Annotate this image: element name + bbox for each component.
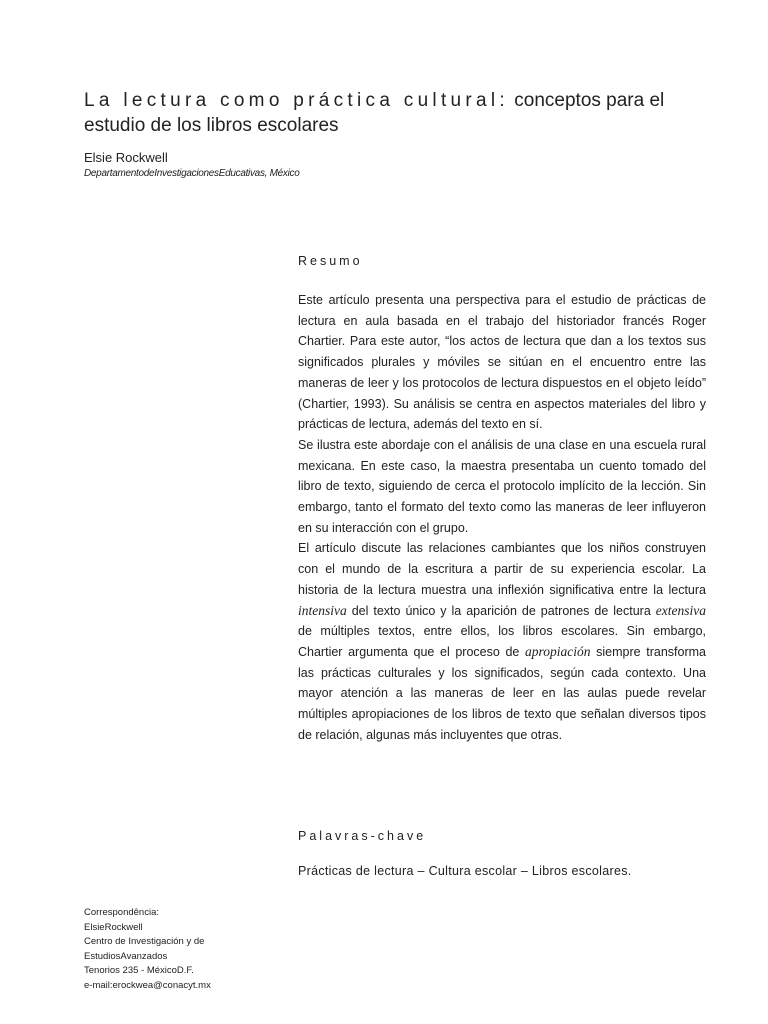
correspondence-block: [84, 906, 284, 994]
correspondence-institution-line-1: Centro de Investigación y de: [84, 936, 205, 948]
abstract-paragraph-2: Se ilustra este abordaje con el análisis de una clase en una escuela rural mexicana. En este caso, la maestra presentaba un cuento tomado del libro de texto, siguiendo de cerca el protocolo implícito de la lección. Sin embargo, tanto el formato del texto como las maneras de leer influyeron en su interacción con el grupo.: [298, 437, 706, 535]
term-extensiva: extensiva: [655, 602, 706, 618]
abstract-p3-part-b: del texto único y la aparición de patrones de lectura: [346, 603, 656, 618]
abstract-paragraph-1: Este artículo presenta una perspectiva para el estudio de prácticas de lectura en aula basada en el trabajo del historiador francés Roger Chartier. Para este autor, “los actos de lectura que dan a los textos sus significados plurales y móviles se sitúan en el encuentro entre las maneras de leer y los protocolos de lectura dispuestos en el objeto leído” (Chartier, 1993). Su análisis se centra en aspectos materiales del libro y prácticas de lectura, además del texto en sí.: [298, 293, 706, 432]
abstract-p3-part-c: de múltiples textos, entre ellos, los libros escolares. Sin embargo, Chartier argumenta que el proceso de: [298, 624, 706, 659]
term-intensiva: intensiva: [298, 602, 347, 618]
correspondence-label: Correspondência:: [84, 907, 159, 918]
abstract-p3-part-d: siempre transforma las prácticas culturales y los significados, según cada contexto. Una mayor atención a las maneras de leer en las aulas puede revelar múltiples apropiaciones de los libros de texto que señalan diversos tipos de relación, algunas más incluyentes que otras.: [298, 644, 706, 742]
title-rest: conceptos para el estudio de los libros escolares: [84, 90, 665, 136]
correspondence-email: e-mail:erockwea@conacyt.mx: [84, 979, 211, 991]
abstract-paragraph-3: [298, 538, 706, 745]
correspondence-institution-line-2: EstudiosAvanzados: [84, 950, 168, 962]
abstract-p3-part-a: El artículo discute las relaciones cambiantes que los niños construyen con el mundo de la escritura a partir de su experiencia escolar. La historia de la lectura muestra una inflexión significativa entre la lectura: [298, 541, 706, 597]
author-name: Elsie Rockwell: [84, 150, 168, 165]
article-title: [84, 88, 704, 138]
correspondence-address: Tenorios 235 - MéxicoD.F.: [84, 965, 194, 977]
keywords-text: Prácticas de lectura – Cultura escolar – Libros escolares.: [298, 864, 632, 878]
author-affiliation: DepartamentodeInvestigacionesEducativas, México: [84, 168, 300, 179]
title-lead: La lectura como práctica cultural:: [84, 90, 509, 111]
keywords-heading: Palavras-chave: [298, 829, 427, 843]
abstract-body: [298, 290, 706, 745]
abstract-heading: Resumo: [298, 254, 363, 268]
correspondence-name: ElsieRockwell: [84, 921, 143, 933]
term-apropiacion: apropiación: [525, 643, 591, 659]
